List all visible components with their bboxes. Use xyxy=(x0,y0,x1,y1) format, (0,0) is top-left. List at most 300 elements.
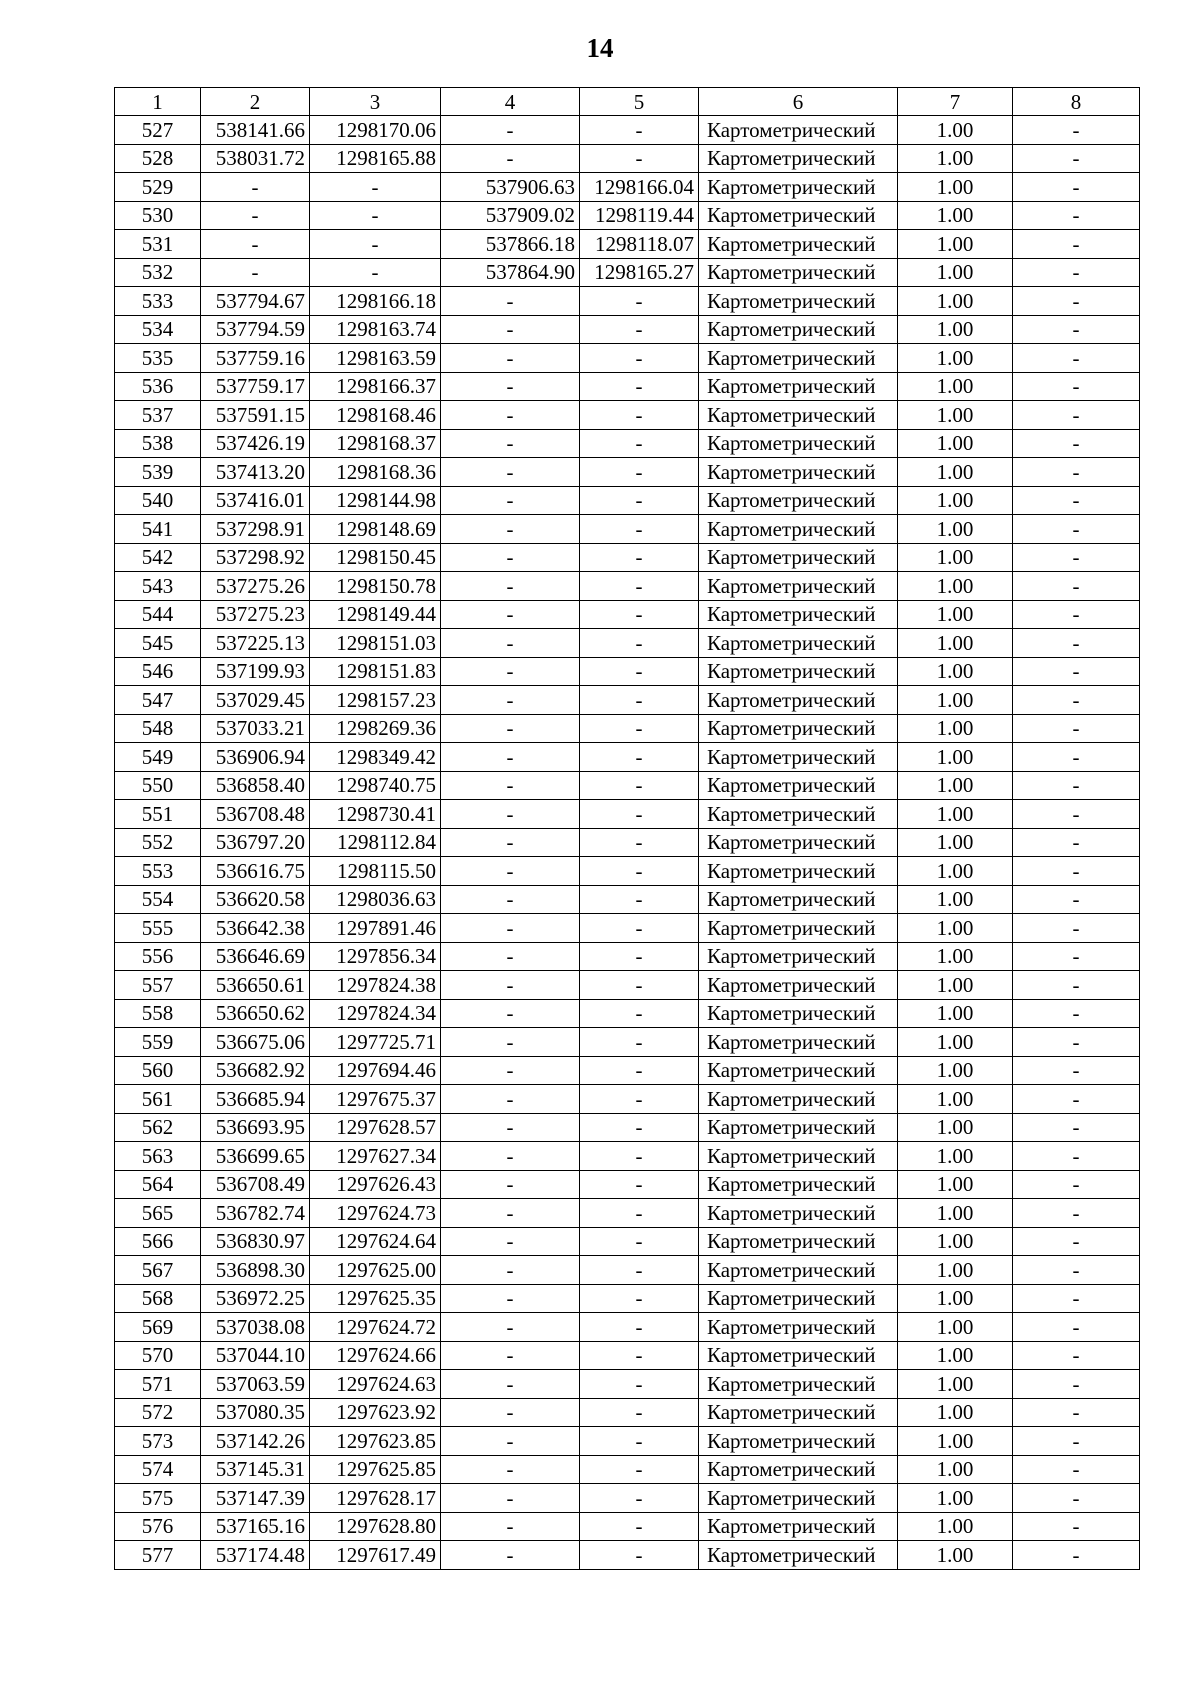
y-new-cell: - xyxy=(580,1256,699,1285)
description-cell: - xyxy=(1013,942,1140,971)
table-row xyxy=(115,515,1140,544)
point-number-cell: 534 xyxy=(115,315,201,344)
point-number-cell: 555 xyxy=(115,914,201,943)
method-cell: Картометрический xyxy=(699,401,898,430)
accuracy-cell: 1.00 xyxy=(898,1142,1013,1171)
y-existing-cell: 1298150.45 xyxy=(310,543,441,572)
accuracy-cell: 1.00 xyxy=(898,971,1013,1000)
method-cell: Картометрический xyxy=(699,1370,898,1399)
accuracy-cell: 1.00 xyxy=(898,515,1013,544)
x-existing-cell: 536642.38 xyxy=(201,914,310,943)
column-header: 6 xyxy=(699,88,898,116)
y-new-cell: - xyxy=(580,885,699,914)
y-existing-cell: 1298170.06 xyxy=(310,116,441,145)
description-cell: - xyxy=(1013,1455,1140,1484)
y-new-cell: - xyxy=(580,144,699,173)
table-row xyxy=(115,800,1140,829)
table-row xyxy=(115,572,1140,601)
point-number-cell: 528 xyxy=(115,144,201,173)
y-existing-cell: 1298166.37 xyxy=(310,372,441,401)
y-new-cell: - xyxy=(580,1113,699,1142)
y-new-cell: - xyxy=(580,1199,699,1228)
accuracy-cell: 1.00 xyxy=(898,771,1013,800)
method-cell: Картометрический xyxy=(699,743,898,772)
point-number-cell: 552 xyxy=(115,828,201,857)
x-existing-cell: 537794.67 xyxy=(201,287,310,316)
method-cell: Картометрический xyxy=(699,1113,898,1142)
point-number-cell: 561 xyxy=(115,1085,201,1114)
x-new-cell: - xyxy=(441,401,580,430)
description-cell: - xyxy=(1013,1256,1140,1285)
table-row xyxy=(115,743,1140,772)
x-existing-cell: 537416.01 xyxy=(201,486,310,515)
method-cell: Картометрический xyxy=(699,828,898,857)
table-row xyxy=(115,1427,1140,1456)
accuracy-cell: 1.00 xyxy=(898,885,1013,914)
table-row xyxy=(115,144,1140,173)
table-row xyxy=(115,315,1140,344)
table-row xyxy=(115,1512,1140,1541)
y-new-cell: 1298118.07 xyxy=(580,230,699,259)
method-cell: Картометрический xyxy=(699,914,898,943)
point-number-cell: 563 xyxy=(115,1142,201,1171)
point-number-cell: 559 xyxy=(115,1028,201,1057)
table-row xyxy=(115,1256,1140,1285)
x-new-cell: - xyxy=(441,686,580,715)
y-existing-cell: - xyxy=(310,173,441,202)
description-cell: - xyxy=(1013,857,1140,886)
y-existing-cell: 1298151.03 xyxy=(310,629,441,658)
x-existing-cell: 536708.48 xyxy=(201,800,310,829)
method-cell: Картометрический xyxy=(699,771,898,800)
y-new-cell: - xyxy=(580,999,699,1028)
y-existing-cell: 1297824.38 xyxy=(310,971,441,1000)
description-cell: - xyxy=(1013,1284,1140,1313)
table-row xyxy=(115,1199,1140,1228)
description-cell: - xyxy=(1013,486,1140,515)
table-row xyxy=(115,1284,1140,1313)
point-number-cell: 548 xyxy=(115,714,201,743)
x-new-cell: - xyxy=(441,1256,580,1285)
table-row xyxy=(115,1056,1140,1085)
x-existing-cell: 537275.23 xyxy=(201,600,310,629)
y-existing-cell: 1298163.59 xyxy=(310,344,441,373)
y-new-cell: - xyxy=(580,116,699,145)
y-existing-cell: 1298740.75 xyxy=(310,771,441,800)
point-number-cell: 545 xyxy=(115,629,201,658)
y-existing-cell: 1298149.44 xyxy=(310,600,441,629)
x-new-cell: 537866.18 xyxy=(441,230,580,259)
point-number-cell: 568 xyxy=(115,1284,201,1313)
point-number-cell: 574 xyxy=(115,1455,201,1484)
y-existing-cell: 1297628.80 xyxy=(310,1512,441,1541)
method-cell: Картометрический xyxy=(699,258,898,287)
accuracy-cell: 1.00 xyxy=(898,1284,1013,1313)
y-existing-cell: 1298168.46 xyxy=(310,401,441,430)
y-new-cell: - xyxy=(580,1398,699,1427)
method-cell: Картометрический xyxy=(699,429,898,458)
y-existing-cell: 1297624.64 xyxy=(310,1227,441,1256)
x-new-cell: - xyxy=(441,1455,580,1484)
table-row xyxy=(115,1028,1140,1057)
x-existing-cell: 536646.69 xyxy=(201,942,310,971)
x-new-cell: - xyxy=(441,458,580,487)
x-existing-cell: 537275.26 xyxy=(201,572,310,601)
x-new-cell: - xyxy=(441,743,580,772)
y-existing-cell: 1298168.36 xyxy=(310,458,441,487)
method-cell: Картометрический xyxy=(699,1256,898,1285)
accuracy-cell: 1.00 xyxy=(898,1455,1013,1484)
x-existing-cell: - xyxy=(201,258,310,287)
x-new-cell: - xyxy=(441,942,580,971)
method-cell: Картометрический xyxy=(699,486,898,515)
description-cell: - xyxy=(1013,914,1140,943)
description-cell: - xyxy=(1013,543,1140,572)
x-existing-cell: 537426.19 xyxy=(201,429,310,458)
table-row xyxy=(115,486,1140,515)
x-new-cell: 537864.90 xyxy=(441,258,580,287)
accuracy-cell: 1.00 xyxy=(898,543,1013,572)
point-number-cell: 551 xyxy=(115,800,201,829)
x-new-cell: - xyxy=(441,372,580,401)
y-new-cell: - xyxy=(580,1341,699,1370)
accuracy-cell: 1.00 xyxy=(898,1484,1013,1513)
point-number-cell: 564 xyxy=(115,1170,201,1199)
accuracy-cell: 1.00 xyxy=(898,657,1013,686)
description-cell: - xyxy=(1013,657,1140,686)
x-existing-cell: 537145.31 xyxy=(201,1455,310,1484)
column-header: 1 xyxy=(115,88,201,116)
x-new-cell: - xyxy=(441,1484,580,1513)
column-header: 2 xyxy=(201,88,310,116)
y-new-cell: - xyxy=(580,1170,699,1199)
x-existing-cell: 537199.93 xyxy=(201,657,310,686)
y-new-cell: - xyxy=(580,1512,699,1541)
method-cell: Картометрический xyxy=(699,515,898,544)
y-existing-cell: - xyxy=(310,201,441,230)
y-existing-cell: 1297624.66 xyxy=(310,1341,441,1370)
method-cell: Картометрический xyxy=(699,1398,898,1427)
description-cell: - xyxy=(1013,372,1140,401)
x-existing-cell: 537080.35 xyxy=(201,1398,310,1427)
y-existing-cell: 1297625.00 xyxy=(310,1256,441,1285)
accuracy-cell: 1.00 xyxy=(898,116,1013,145)
y-new-cell: - xyxy=(580,372,699,401)
x-new-cell: - xyxy=(441,914,580,943)
description-cell: - xyxy=(1013,885,1140,914)
accuracy-cell: 1.00 xyxy=(898,1028,1013,1057)
table-row xyxy=(115,173,1140,202)
table-row xyxy=(115,1313,1140,1342)
x-existing-cell: 536972.25 xyxy=(201,1284,310,1313)
y-new-cell: - xyxy=(580,942,699,971)
method-cell: Картометрический xyxy=(699,372,898,401)
y-existing-cell: 1298151.83 xyxy=(310,657,441,686)
accuracy-cell: 1.00 xyxy=(898,1313,1013,1342)
x-existing-cell: 537591.15 xyxy=(201,401,310,430)
table-row xyxy=(115,686,1140,715)
y-existing-cell: 1298349.42 xyxy=(310,743,441,772)
point-number-cell: 566 xyxy=(115,1227,201,1256)
description-cell: - xyxy=(1013,315,1140,344)
point-number-cell: 543 xyxy=(115,572,201,601)
point-number-cell: 553 xyxy=(115,857,201,886)
x-new-cell: - xyxy=(441,828,580,857)
point-number-cell: 572 xyxy=(115,1398,201,1427)
x-new-cell: 537909.02 xyxy=(441,201,580,230)
y-existing-cell: 1297627.34 xyxy=(310,1142,441,1171)
y-existing-cell: 1298163.74 xyxy=(310,315,441,344)
table-row xyxy=(115,600,1140,629)
x-existing-cell: 537044.10 xyxy=(201,1341,310,1370)
x-existing-cell: 537298.92 xyxy=(201,543,310,572)
table-row xyxy=(115,230,1140,259)
method-cell: Картометрический xyxy=(699,1199,898,1228)
table-body xyxy=(115,116,1140,1570)
table-row xyxy=(115,1541,1140,1570)
x-new-cell: - xyxy=(441,1113,580,1142)
table-row xyxy=(115,1398,1140,1427)
accuracy-cell: 1.00 xyxy=(898,1541,1013,1570)
x-existing-cell: - xyxy=(201,201,310,230)
method-cell: Картометрический xyxy=(699,1056,898,1085)
description-cell: - xyxy=(1013,771,1140,800)
y-new-cell: - xyxy=(580,1455,699,1484)
description-cell: - xyxy=(1013,258,1140,287)
accuracy-cell: 1.00 xyxy=(898,201,1013,230)
point-number-cell: 542 xyxy=(115,543,201,572)
y-new-cell: - xyxy=(580,657,699,686)
x-new-cell: - xyxy=(441,1313,580,1342)
accuracy-cell: 1.00 xyxy=(898,999,1013,1028)
point-number-cell: 550 xyxy=(115,771,201,800)
description-cell: - xyxy=(1013,344,1140,373)
description-cell: - xyxy=(1013,1370,1140,1399)
description-cell: - xyxy=(1013,1313,1140,1342)
table-row xyxy=(115,1484,1140,1513)
description-cell: - xyxy=(1013,1085,1140,1114)
x-existing-cell: 537759.17 xyxy=(201,372,310,401)
method-cell: Картометрический xyxy=(699,1313,898,1342)
description-cell: - xyxy=(1013,1512,1140,1541)
point-number-cell: 531 xyxy=(115,230,201,259)
point-number-cell: 529 xyxy=(115,173,201,202)
method-cell: Картометрический xyxy=(699,1085,898,1114)
x-existing-cell: 537225.13 xyxy=(201,629,310,658)
point-number-cell: 539 xyxy=(115,458,201,487)
description-cell: - xyxy=(1013,743,1140,772)
x-existing-cell: 537033.21 xyxy=(201,714,310,743)
y-existing-cell: 1297624.72 xyxy=(310,1313,441,1342)
accuracy-cell: 1.00 xyxy=(898,458,1013,487)
x-new-cell: - xyxy=(441,1398,580,1427)
y-existing-cell: 1298150.78 xyxy=(310,572,441,601)
table-row xyxy=(115,857,1140,886)
x-new-cell: - xyxy=(441,771,580,800)
method-cell: Картометрический xyxy=(699,1142,898,1171)
x-existing-cell: 537165.16 xyxy=(201,1512,310,1541)
y-new-cell: - xyxy=(580,828,699,857)
y-existing-cell: 1297628.17 xyxy=(310,1484,441,1513)
accuracy-cell: 1.00 xyxy=(898,743,1013,772)
y-existing-cell: 1297891.46 xyxy=(310,914,441,943)
y-existing-cell: 1297675.37 xyxy=(310,1085,441,1114)
description-cell: - xyxy=(1013,1484,1140,1513)
point-number-cell: 573 xyxy=(115,1427,201,1456)
accuracy-cell: 1.00 xyxy=(898,914,1013,943)
y-new-cell: - xyxy=(580,743,699,772)
point-number-cell: 547 xyxy=(115,686,201,715)
x-new-cell: - xyxy=(441,714,580,743)
point-number-cell: 570 xyxy=(115,1341,201,1370)
table-row xyxy=(115,116,1140,145)
y-existing-cell: - xyxy=(310,230,441,259)
column-header: 8 xyxy=(1013,88,1140,116)
point-number-cell: 538 xyxy=(115,429,201,458)
y-new-cell: - xyxy=(580,1142,699,1171)
method-cell: Картометрический xyxy=(699,1512,898,1541)
point-number-cell: 532 xyxy=(115,258,201,287)
x-new-cell: - xyxy=(441,116,580,145)
accuracy-cell: 1.00 xyxy=(898,173,1013,202)
x-existing-cell: 537759.16 xyxy=(201,344,310,373)
accuracy-cell: 1.00 xyxy=(898,1085,1013,1114)
coordinates-table xyxy=(114,87,1140,1570)
method-cell: Картометрический xyxy=(699,1341,898,1370)
x-new-cell: - xyxy=(441,857,580,886)
method-cell: Картометрический xyxy=(699,942,898,971)
point-number-cell: 549 xyxy=(115,743,201,772)
y-existing-cell: 1298168.37 xyxy=(310,429,441,458)
point-number-cell: 571 xyxy=(115,1370,201,1399)
accuracy-cell: 1.00 xyxy=(898,714,1013,743)
point-number-cell: 541 xyxy=(115,515,201,544)
method-cell: Картометрический xyxy=(699,315,898,344)
column-header: 4 xyxy=(441,88,580,116)
accuracy-cell: 1.00 xyxy=(898,1170,1013,1199)
method-cell: Картометрический xyxy=(699,999,898,1028)
y-new-cell: - xyxy=(580,1370,699,1399)
method-cell: Картометрический xyxy=(699,1284,898,1313)
description-cell: - xyxy=(1013,686,1140,715)
y-existing-cell: 1297623.92 xyxy=(310,1398,441,1427)
y-existing-cell: 1297617.49 xyxy=(310,1541,441,1570)
x-new-cell: - xyxy=(441,1341,580,1370)
description-cell: - xyxy=(1013,1227,1140,1256)
y-existing-cell: 1297856.34 xyxy=(310,942,441,971)
y-new-cell: 1298119.44 xyxy=(580,201,699,230)
x-existing-cell: 537174.48 xyxy=(201,1541,310,1570)
x-new-cell: - xyxy=(441,1284,580,1313)
table-row xyxy=(115,1142,1140,1171)
accuracy-cell: 1.00 xyxy=(898,401,1013,430)
page-number: 14 xyxy=(586,33,614,63)
y-new-cell: - xyxy=(580,572,699,601)
table-row xyxy=(115,657,1140,686)
point-number-cell: 577 xyxy=(115,1541,201,1570)
y-existing-cell: 1298115.50 xyxy=(310,857,441,886)
accuracy-cell: 1.00 xyxy=(898,1341,1013,1370)
x-new-cell: - xyxy=(441,1427,580,1456)
table-row xyxy=(115,1370,1140,1399)
method-cell: Картометрический xyxy=(699,1170,898,1199)
method-cell: Картометрический xyxy=(699,885,898,914)
y-new-cell: - xyxy=(580,1484,699,1513)
description-cell: - xyxy=(1013,572,1140,601)
x-existing-cell: 536858.40 xyxy=(201,771,310,800)
description-cell: - xyxy=(1013,429,1140,458)
y-new-cell: - xyxy=(580,686,699,715)
point-number-cell: 565 xyxy=(115,1199,201,1228)
y-new-cell: - xyxy=(580,458,699,487)
table-row xyxy=(115,629,1140,658)
table-row xyxy=(115,1113,1140,1142)
y-existing-cell: 1298036.63 xyxy=(310,885,441,914)
x-existing-cell: 536693.95 xyxy=(201,1113,310,1142)
table-row xyxy=(115,999,1140,1028)
x-existing-cell: 537063.59 xyxy=(201,1370,310,1399)
accuracy-cell: 1.00 xyxy=(898,429,1013,458)
method-cell: Картометрический xyxy=(699,800,898,829)
y-new-cell: - xyxy=(580,857,699,886)
y-new-cell: - xyxy=(580,914,699,943)
point-number-cell: 554 xyxy=(115,885,201,914)
x-new-cell: - xyxy=(441,344,580,373)
accuracy-cell: 1.00 xyxy=(898,486,1013,515)
point-number-cell: 533 xyxy=(115,287,201,316)
y-existing-cell: 1297725.71 xyxy=(310,1028,441,1057)
x-new-cell: - xyxy=(441,999,580,1028)
description-cell: - xyxy=(1013,714,1140,743)
y-existing-cell: 1298148.69 xyxy=(310,515,441,544)
table-row xyxy=(115,828,1140,857)
table-row xyxy=(115,1341,1140,1370)
y-new-cell: - xyxy=(580,800,699,829)
point-number-cell: 569 xyxy=(115,1313,201,1342)
y-new-cell: - xyxy=(580,771,699,800)
point-number-cell: 560 xyxy=(115,1056,201,1085)
description-cell: - xyxy=(1013,201,1140,230)
y-existing-cell: 1297624.73 xyxy=(310,1199,441,1228)
y-new-cell: - xyxy=(580,543,699,572)
x-new-cell: - xyxy=(441,572,580,601)
point-number-cell: 567 xyxy=(115,1256,201,1285)
point-number-cell: 556 xyxy=(115,942,201,971)
description-cell: - xyxy=(1013,116,1140,145)
method-cell: Картометрический xyxy=(699,230,898,259)
accuracy-cell: 1.00 xyxy=(898,1056,1013,1085)
description-cell: - xyxy=(1013,1427,1140,1456)
accuracy-cell: 1.00 xyxy=(898,144,1013,173)
x-new-cell: 537906.63 xyxy=(441,173,580,202)
table-header-row xyxy=(115,88,1140,116)
x-new-cell: - xyxy=(441,1056,580,1085)
table-row xyxy=(115,971,1140,1000)
x-new-cell: - xyxy=(441,1028,580,1057)
accuracy-cell: 1.00 xyxy=(898,857,1013,886)
y-new-cell: - xyxy=(580,1028,699,1057)
x-new-cell: - xyxy=(441,287,580,316)
description-cell: - xyxy=(1013,515,1140,544)
description-cell: - xyxy=(1013,458,1140,487)
y-new-cell: - xyxy=(580,515,699,544)
x-existing-cell: 537413.20 xyxy=(201,458,310,487)
method-cell: Картометрический xyxy=(699,971,898,1000)
description-cell: - xyxy=(1013,828,1140,857)
y-existing-cell: 1297625.85 xyxy=(310,1455,441,1484)
column-header: 3 xyxy=(310,88,441,116)
point-number-cell: 562 xyxy=(115,1113,201,1142)
